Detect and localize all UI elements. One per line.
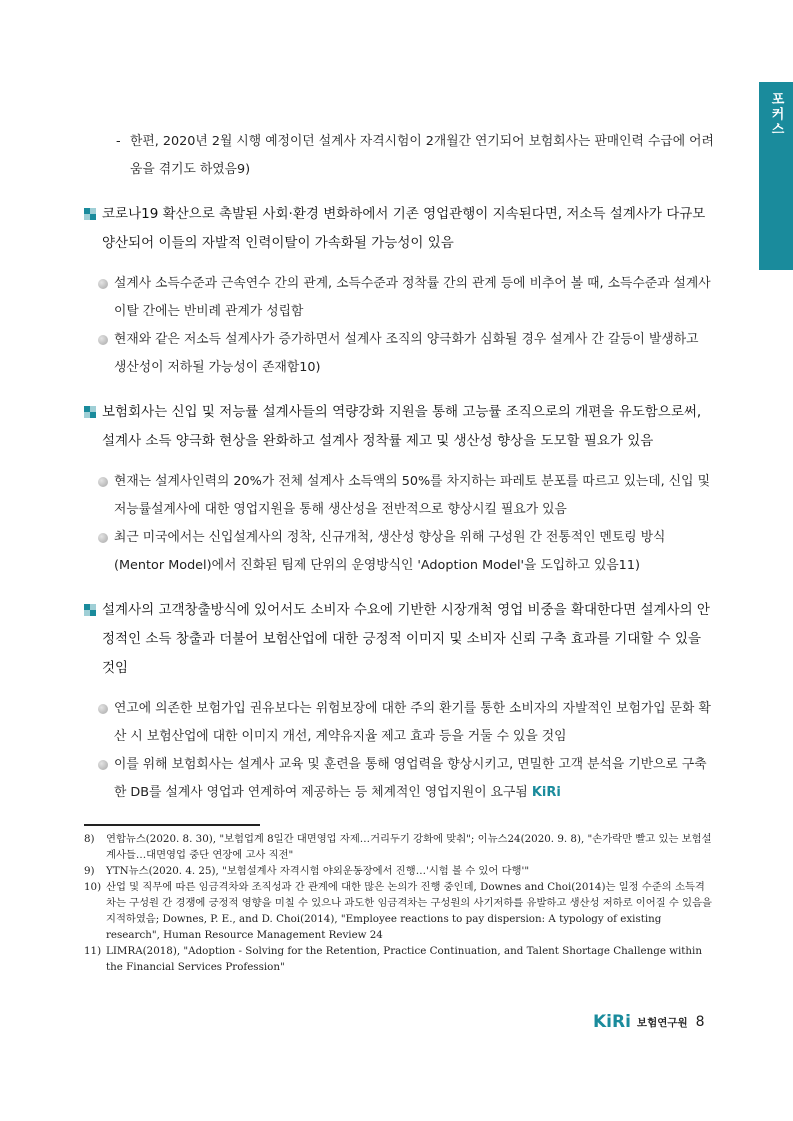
gray-circle-bullet-icon <box>98 760 108 770</box>
footnote-number: 9) <box>84 865 95 877</box>
bullet-text: 연고에 의존한 보험가입 권유보다는 위험보장에 대한 주의 환기를 통한 소비자의 자발적인 보험가입 문화 확산 시 보험산업에 대한 이미지 개선, 계약유지율 제고 효과 등을 거둘 수 있을 것임 <box>114 701 711 744</box>
footnote <box>84 831 714 863</box>
gray-circle-bullet-icon <box>98 279 108 289</box>
section-3 <box>84 596 714 807</box>
teal-square-bullet-icon <box>84 208 96 220</box>
side-tab-label: 포커스 <box>768 92 784 137</box>
list-item <box>98 524 714 580</box>
bullet-text: 최근 미국에서는 신입설계사의 정착, 신규개척, 생산성 향상을 위해 구성원 간 전통적인 멘토링 방식(Mentor Model)에서 진화된 팀제 단위의 운영방식인 'Adoption Model'을 도입하고 있음11) <box>114 530 666 573</box>
teal-square-bullet-icon <box>84 406 96 418</box>
footnote <box>84 863 714 879</box>
footnote-divider <box>84 824 260 826</box>
footnote-text: 연합뉴스(2020. 8. 30), "보험업계 8일간 대면영업 자제…거리두기 강화에 맞춰"; 이뉴스24(2020. 9. 8), "손가락만 빨고 있는 보험설계사들…대면영업 중단 연장에 고사 직전" <box>106 833 712 861</box>
page-footer <box>593 1012 705 1032</box>
section-heading-text: 설계사의 고객창출방식에 있어서도 소비자 수요에 기반한 시장개척 영업 비중을 확대한다면 설계사의 안정적인 소득 창출과 더불어 보험산업에 대한 긍정적 이미지 및 소비자 신뢰 구축 효과를 기대할 수 있을 것임 <box>102 602 710 676</box>
footnote-text: 산업 및 직무에 따른 임금격차와 조직성과 간 관계에 대한 많은 논의가 진행 중인데, Downes and Choi(2014)는 일정 수준의 소득격차는 구성원 간 경쟁에 긍정적 영향을 미칠 수 있으나 과도한 임금격차는 구성원의 사기저하를 유발하고 생산성 저하로 이어질 수 있음을 지적하였음; Downes, P. E., and D. Choi(2014), "Employee reactions to pay dispersion: A typology of existing research", Human Resource Management Review 24 <box>106 881 712 941</box>
intro-dash-item <box>116 128 714 184</box>
gray-circle-bullet-icon <box>98 477 108 487</box>
gray-circle-bullet-icon <box>98 335 108 345</box>
bullet-text: 이를 위해 보험회사는 설계사 교육 및 훈련을 통해 영업력을 향상시키고, 면밀한 고객 분석을 기반으로 구축한 DB를 설계사 영업과 연계하여 제공하는 등 체계적인 영업지원이 요구됨 <box>114 757 707 800</box>
dash-marker: - <box>116 134 121 149</box>
section-2 <box>84 398 714 580</box>
kiri-logo: KiRi <box>593 1012 631 1032</box>
bullet-text: 설계사 소득수준과 근속연수 간의 관계, 소득수준과 정착률 간의 관계 등에 비추어 볼 때, 소득수준과 설계사 이탈 간에는 반비례 관계가 성립함 <box>114 276 711 319</box>
list-item <box>98 270 714 326</box>
bullet-list <box>98 695 714 807</box>
bullet-text: 현재는 설계사인력의 20%가 전체 설계사 소득액의 50%를 차지하는 파레토 분포를 따르고 있는데, 신입 및 저능률설계사에 대한 영업지원을 통해 생산성을 전반적으로 향상시킬 필요가 있음 <box>114 474 710 517</box>
bullet-text: 현재와 같은 저소득 설계사가 증가하면서 설계사 조직의 양극화가 심화될 경우 설계사 간 갈등이 발생하고 생산성이 저하될 가능성이 존재함10) <box>114 332 699 375</box>
page-number: 8 <box>695 1014 705 1030</box>
gray-circle-bullet-icon <box>98 704 108 714</box>
bullet-list <box>98 468 714 580</box>
list-item <box>98 695 714 751</box>
kiri-end-mark-logo: KiRi <box>531 785 561 800</box>
section-heading-text: 코로나19 확산으로 촉발된 사회·환경 변화하에서 기존 영업관행이 지속된다면, 저소득 설계사가 다규모 양산되어 이들의 자발적 인력이탈이 가속화될 가능성이 있음 <box>102 206 706 251</box>
organization-name: 보험연구원 <box>636 1016 688 1029</box>
section-heading-text: 보험회사는 신입 및 저능률 설계사들의 역량강화 지원을 통해 고능률 조직으로의 개편을 유도함으로써, 설계사 소득 양극화 현상을 완화하고 설계사 정착률 제고 및 생산성 향상을 도모할 필요가 있음 <box>102 404 702 449</box>
footnote-number: 8) <box>84 833 95 845</box>
teal-square-bullet-icon <box>84 604 96 616</box>
footnote-number: 10) <box>84 881 102 893</box>
footnote <box>84 879 714 943</box>
side-section-tab <box>759 82 793 270</box>
footnote-text: LIMRA(2018), "Adoption - Solving for the Retention, Practice Continuation, and Talent Shortage Challenge within the Financial Services Profession" <box>106 945 702 973</box>
gray-circle-bullet-icon <box>98 533 108 543</box>
footnote <box>84 943 714 975</box>
main-content <box>84 128 714 807</box>
list-item <box>98 751 714 807</box>
list-item <box>98 326 714 382</box>
footnote-text: YTN뉴스(2020. 4. 25), "보험설계사 자격시험 야외운동장에서 진행…'시험 볼 수 있어 다행'" <box>106 865 530 877</box>
section-1 <box>84 200 714 382</box>
section-heading <box>84 596 714 683</box>
intro-text: 한편, 2020년 2월 시행 예정이던 설계사 자격시험이 2개월간 연기되어 보험회사는 판매인력 수급에 어려움을 겪기도 하였음9) <box>130 134 714 177</box>
footnotes <box>84 831 714 975</box>
section-heading <box>84 398 714 456</box>
bullet-list <box>98 270 714 382</box>
section-heading <box>84 200 714 258</box>
footnote-number: 11) <box>84 945 102 957</box>
list-item <box>98 468 714 524</box>
